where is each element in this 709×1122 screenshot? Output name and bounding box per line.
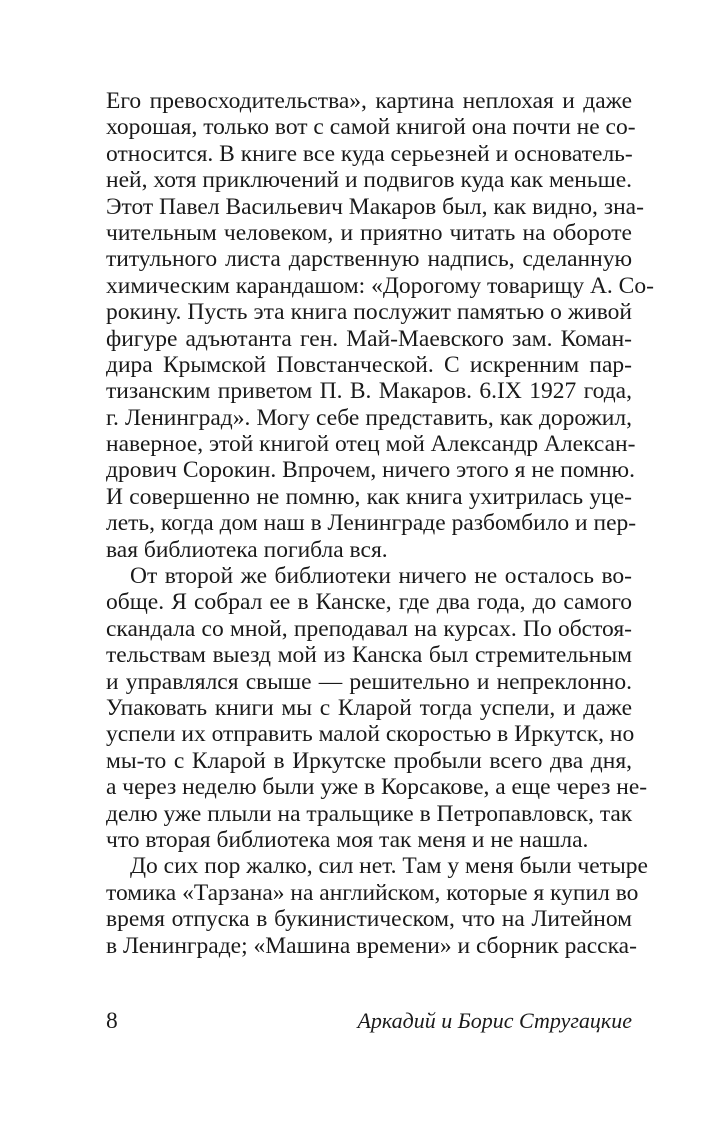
text-line: леть, когда дом наш в Ленинграде разбомбило и пер- — [106, 510, 637, 537]
text-line: дрович Сорокин. Впрочем, ничего этого я не помню. — [106, 457, 635, 484]
page-footer — [106, 1006, 632, 1036]
page-number: 8 — [106, 1008, 118, 1034]
text-line: время отпуска в букинистическом, что на Литейном — [106, 906, 632, 933]
book-page-text — [106, 88, 654, 959]
text-line: а через неделю были уже в Корсакове, а еще через не- — [106, 774, 648, 801]
text-line: успели их отправить малой скоростью в Иркутск, но — [106, 721, 635, 748]
text-line: До сих пор жалко, сил нет. Там у меня были четыре — [130, 853, 648, 880]
text-line: ней, хотя приключений и подвигов куда как меньше. — [106, 167, 632, 194]
text-line: г. Ленинград». Могу себе представить, как дорожил, — [106, 404, 632, 431]
text-line: хорошая, только вот с самой книгой она почти не со- — [106, 114, 636, 141]
text-line: что вторая библиотека моя так меня и не нашла. — [106, 826, 589, 853]
text-line: делю уже плыли на тральщике в Петропавловск, так — [106, 800, 633, 827]
text-line: От второй же библиотеки ничего не осталось во- — [130, 563, 632, 590]
text-line: мы-то с Кларой в Иркутске пробыли всего два дня, — [106, 747, 632, 774]
text-line: дира Крымской Повстанческой. С искренним пар- — [106, 351, 632, 378]
text-line: относится. В книге все куда серьезней и основатель- — [106, 140, 633, 167]
running-title: Аркадий и Борис Стругацкие — [357, 1008, 632, 1033]
text-line: томика «Тарзана» на английском, которые я купил во — [106, 879, 639, 906]
text-line: рокину. Пусть эта книга послужит памятью о живой — [106, 299, 632, 326]
text-line: титульного листа дарственную надпись, сделанную — [106, 246, 632, 273]
text-line: тизанским приветом П. В. Макаров. 6.IX 1927 года, — [106, 378, 632, 405]
text-line: чительным человеком, и приятно читать на обороте — [106, 219, 632, 246]
text-line: фигуре адъютанта ген. Май-Маевского зам. Коман- — [106, 325, 632, 352]
text-line: И совершенно не помню, как книга ухитрилась уце- — [106, 483, 632, 510]
text-line: скандала со мной, преподавал на курсах. По обстоя- — [106, 615, 632, 642]
text-line: и управлялся свыше — решительно и непреклонно. — [106, 668, 632, 695]
text-line: наверное, этой книгой отец мой Александр Алексан- — [106, 431, 636, 458]
text-line: тельствам выезд мой из Канска был стремительным — [106, 642, 632, 669]
text-line: Упаковать книги мы с Кларой тогда успели, и даже — [106, 694, 632, 721]
text-line: обще. Я собрал ее в Канске, где два года, до самого — [106, 589, 632, 616]
text-line: вая библиотека погибла вся. — [106, 536, 388, 563]
text-line: химическим карандашом: «Дорогому товарищу А. Со- — [106, 272, 654, 299]
text-line: в Ленинграде; «Машина времени» и сборник расска- — [106, 932, 637, 959]
text-line: Этот Павел Васильевич Макаров был, как видно, зна- — [106, 193, 644, 220]
text-line: Его превосходительства», картина неплохая и даже — [106, 88, 632, 114]
